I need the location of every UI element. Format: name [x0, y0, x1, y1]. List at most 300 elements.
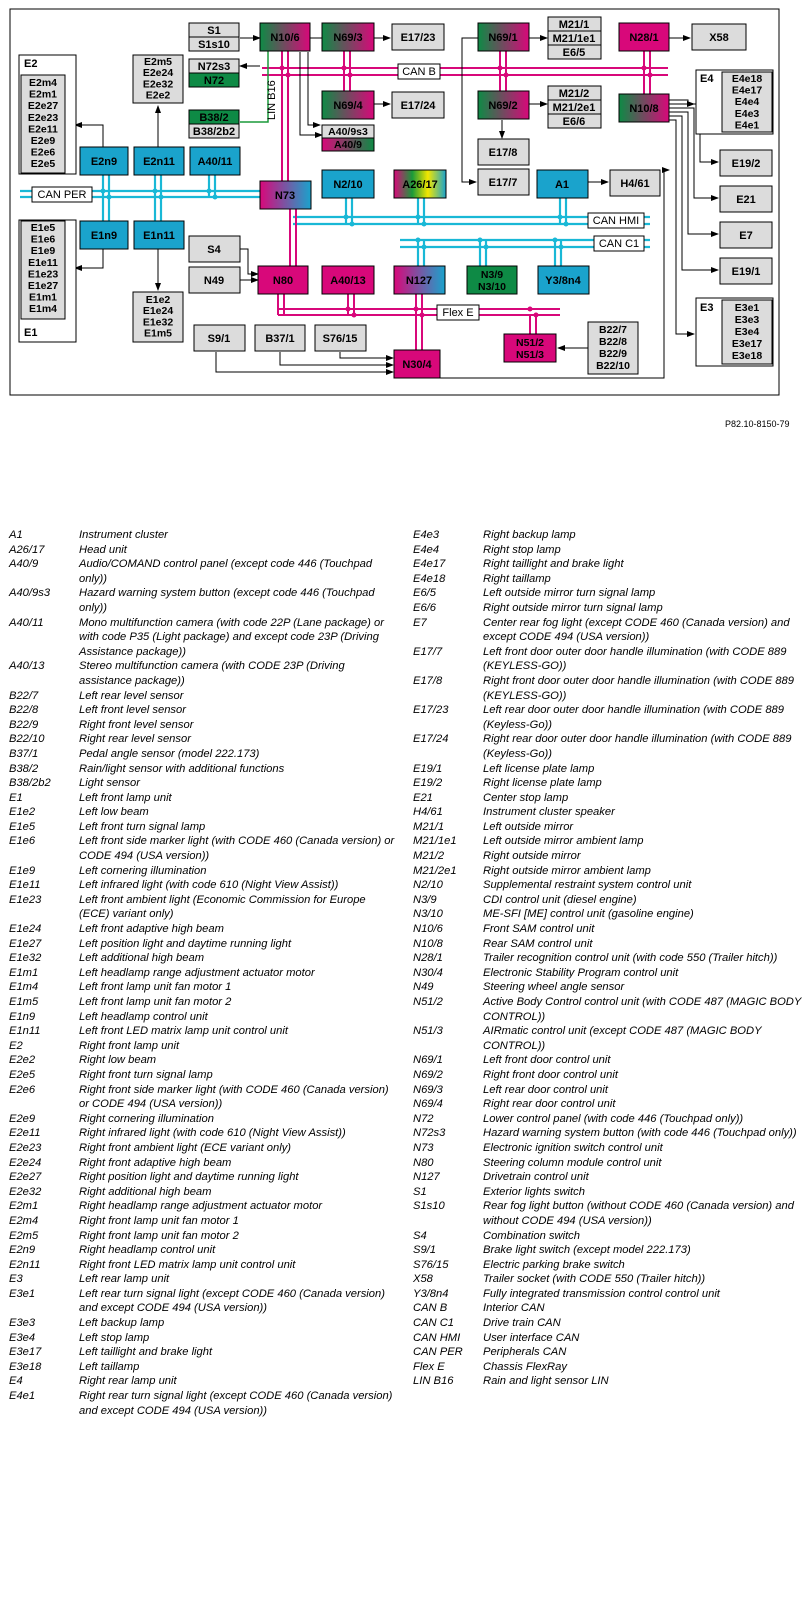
legend-row: [9, 703, 404, 718]
legend-code: E21: [413, 791, 433, 804]
svg-text:N3/10: N3/10: [477, 281, 507, 293]
legend-description: Right additional high beam: [79, 1185, 212, 1198]
legend-description: ME-SFI [ME] control unit (gasoline engine): [483, 908, 694, 921]
legend-description: Trailer socket (with CODE 550 (Trailer hitch)): [483, 1273, 706, 1286]
n72-box: [189, 59, 239, 87]
legend-description: Left front door outer door handle illumination (with CODE 889 (KEYLESS-GO)): [483, 645, 787, 673]
n30-4-box: [394, 350, 440, 378]
legend-code: A1: [9, 529, 23, 541]
legend-row: [413, 1126, 808, 1141]
legend-code: N80: [413, 1156, 434, 1169]
legend-description: Right outside mirror ambient lamp: [483, 864, 651, 877]
legend-row: [413, 543, 808, 558]
e2-item: E2m4: [28, 77, 58, 89]
legend-code: CAN HMI: [413, 1331, 461, 1344]
legend-row: [413, 1156, 808, 1171]
svg-text:N51/2: N51/2: [515, 337, 545, 349]
legend-code: E2m1: [9, 1200, 39, 1213]
svg-text:N30/4: N30/4: [402, 359, 432, 371]
svg-text:E17/7: E17/7: [488, 177, 518, 189]
legend-code: E4e3: [413, 529, 440, 541]
svg-text:B38/2: B38/2: [199, 112, 229, 124]
legend-code: E19/1: [413, 762, 443, 775]
e4-item: E4e18: [731, 73, 763, 85]
svg-text:N3/9: N3/9: [480, 269, 504, 281]
legend-description: Right front turn signal lamp: [79, 1068, 213, 1081]
svg-text:Y3/8n4: Y3/8n4: [545, 275, 581, 287]
legend-row: [9, 1287, 404, 1316]
n2-10-box: [322, 170, 374, 198]
legend-row: [413, 1316, 808, 1331]
legend-row: [413, 1083, 808, 1098]
legend-code: B22/9: [9, 718, 39, 731]
svg-text:H4/61: H4/61: [620, 178, 650, 190]
legend-row: [413, 1374, 808, 1389]
e1-bottom-item: E1e2: [145, 294, 171, 306]
legend-code: N51/2: [413, 996, 443, 1008]
legend-description: Hazard warning system button (except code 446 (Touchpad only)): [79, 587, 375, 614]
legend-description: Trailer recognition control unit (with code 550 (Trailer hitch)): [483, 952, 778, 965]
e2-item: E2e23: [27, 111, 59, 124]
svg-text:N72: N72: [203, 75, 225, 87]
legend-code: N127: [413, 1171, 440, 1184]
s1-box: [189, 23, 239, 51]
svg-text:B38/2b2: B38/2b2: [192, 126, 236, 138]
svg-text:A40/9s3: A40/9s3: [328, 126, 368, 138]
n49-box: [189, 267, 240, 293]
legend-row: [413, 528, 808, 543]
legend-description: Left taillamp: [79, 1360, 140, 1373]
legend-description: Brake light switch (except model 222.173): [483, 1244, 691, 1257]
legend-description: Left license plate lamp: [483, 762, 595, 775]
legend-row: [413, 1287, 808, 1302]
legend-description: Left outside mirror turn signal lamp: [483, 587, 656, 600]
a40-13-box: [322, 266, 374, 294]
legend-row: [9, 834, 404, 863]
legend-description: Electronic Stability Program control unit: [483, 966, 679, 979]
svg-text:A40/13: A40/13: [330, 275, 366, 287]
legend-code: E3: [9, 1273, 23, 1286]
legend-code: A26/17: [9, 543, 45, 556]
legend-code: N51/3: [413, 1025, 443, 1038]
m21-2-box: [548, 86, 601, 128]
legend-description: Right front LED matrix lamp unit control unit: [79, 1258, 296, 1271]
legend-row: [413, 893, 808, 908]
legend-code: E1e9: [9, 864, 36, 877]
legend-description: Audio/COMAND control panel (except code 446 (Touchpad only)): [79, 558, 373, 585]
legend-code: N73: [413, 1141, 434, 1154]
svg-text:E2: E2: [24, 58, 38, 70]
svg-text:M21/1e1: M21/1e1: [552, 33, 596, 45]
b22-item: B22/10: [596, 360, 630, 372]
e1-item: E1e27: [27, 280, 59, 292]
legend-code: E6/5: [413, 587, 437, 600]
legend-row: [9, 878, 404, 893]
legend-description: Right rear turn signal light (except CODE 460 (Canada version) and except CODE 494 (USA version)): [79, 1390, 393, 1417]
b38-box: [189, 110, 239, 138]
legend-description: Light sensor: [79, 777, 140, 790]
legend-row: [9, 951, 404, 966]
legend-row: [413, 951, 808, 966]
legend-code: Flex E: [413, 1360, 445, 1373]
legend-code: A40/13: [9, 660, 45, 673]
legend-code: S1s10: [413, 1200, 445, 1213]
legend-description: Steering column module control unit: [483, 1156, 662, 1169]
svg-text:E17/24: E17/24: [400, 100, 436, 112]
legend-description: Left infrared light (with code 610 (Night View Assist)): [79, 879, 339, 892]
svg-text:E2n11: E2n11: [143, 156, 175, 168]
legend-code: E3e3: [9, 1317, 36, 1330]
b22-item: B22/7: [598, 324, 628, 336]
e1-item: E1m4: [28, 303, 58, 316]
legend-row: [9, 1053, 404, 1068]
legend-code: S4: [413, 1229, 427, 1242]
legend-row: [9, 864, 404, 879]
n69-4-box: [322, 91, 374, 119]
legend-code: N72s3: [413, 1127, 446, 1140]
legend-code: S1: [413, 1185, 427, 1198]
legend-code: E2e9: [9, 1112, 36, 1125]
b22-items: [596, 324, 630, 372]
legend-description: Left headlamp range adjustment actuator motor: [79, 966, 315, 979]
n69-3-box: [322, 23, 374, 51]
legend-code: N28/1: [413, 952, 443, 965]
e4-item: E4e3: [734, 107, 760, 120]
legend-row: [9, 1170, 404, 1185]
legend-row: [413, 1301, 808, 1316]
legend-row: [9, 528, 404, 543]
legend-code: E2e32: [9, 1185, 42, 1198]
legend-code: E17/24: [413, 733, 449, 746]
legend-code: N49: [413, 981, 434, 994]
legend-code: E1e5: [9, 820, 36, 833]
legend-description: Instrument cluster speaker: [483, 806, 615, 819]
legend-description: Left front side marker light (with CODE 460 (Canada version) or CODE 494 (USA version)): [79, 835, 395, 863]
e1-item: E1e9: [30, 245, 56, 258]
legend-description: Right front adaptive high beam: [79, 1156, 232, 1169]
legend-description: Right backup lamp: [483, 529, 576, 541]
legend-row: [413, 557, 808, 572]
legend-description: Right taillamp: [483, 572, 551, 585]
legend-description: Right rear door outer door handle illumination (with CODE 889 (Keyless-Go)): [483, 733, 792, 760]
legend-description: Right front door outer door handle illumination (with CODE 889 (KEYLESS-GO)): [483, 674, 794, 702]
legend-row: [413, 834, 808, 849]
legend-code: E2e11: [9, 1127, 41, 1140]
legend-code: B37/1: [9, 747, 39, 760]
svg-text:E17/23: E17/23: [400, 32, 436, 44]
legend-row: [9, 1083, 404, 1112]
legend-description: Drive train CAN: [483, 1317, 561, 1330]
flex-e-label: Flex E: [442, 307, 474, 319]
svg-text:N72s3: N72s3: [197, 61, 231, 73]
legend-row: [9, 893, 404, 922]
legend-row: [9, 1331, 404, 1346]
svg-text:E1n9: E1n9: [90, 230, 118, 242]
legend-description: Left rear turn signal light (except CODE 460 (Canada version) and except CODE 494 (USA version)): [79, 1287, 385, 1315]
legend-description: Left additional high beam: [79, 952, 205, 965]
legend-row: [9, 937, 404, 952]
svg-text:S9/1: S9/1: [207, 333, 231, 345]
e3-group: [696, 298, 773, 366]
legend-row: [9, 1374, 404, 1389]
legend-code: S9/1: [413, 1244, 437, 1257]
e1-item: E1m1: [28, 291, 58, 304]
legend-code: S76/15: [413, 1258, 449, 1271]
legend-code: E3e4: [9, 1331, 36, 1344]
a26-17-box: [394, 170, 446, 198]
e2-item: E2e11: [28, 123, 58, 136]
legend-code: E2e6: [9, 1083, 36, 1096]
legend-row: [9, 805, 404, 820]
legend-code: Y3/8n4: [413, 1287, 449, 1300]
legend-description: Left rear lamp unit: [79, 1273, 170, 1286]
legend-code: E2n11: [9, 1258, 41, 1271]
legend-code: E2e2: [9, 1054, 36, 1067]
legend-description: Right front lamp unit: [79, 1039, 180, 1052]
legend-description: Left backup lamp: [79, 1317, 165, 1330]
legend-row: [9, 616, 404, 660]
legend-row: [9, 1141, 404, 1156]
h4-61-box: [610, 170, 660, 196]
legend-row: [413, 995, 808, 1024]
legend-code: CAN PER: [413, 1346, 463, 1359]
legend-row: [9, 1345, 404, 1360]
legend-code: N30/4: [413, 966, 443, 979]
e1n11-box: [134, 221, 184, 249]
legend-description: Steering wheel angle sensor: [483, 981, 625, 994]
e1-bottom-items: [143, 294, 174, 340]
legend-code: E2e24: [9, 1156, 42, 1169]
legend-description: Drivetrain control unit: [483, 1171, 589, 1184]
legend-description: Electric parking brake switch: [483, 1258, 625, 1271]
legend-row: [9, 1199, 404, 1214]
s76-15-box: [315, 325, 366, 351]
legend-description: Right headlamp control unit: [79, 1244, 216, 1257]
legend-code: N69/2: [413, 1068, 443, 1081]
legend-row: [9, 995, 404, 1010]
e4-item: E4e17: [731, 84, 763, 97]
legend-code: E4e4: [413, 543, 440, 556]
legend-description: Right rear level sensor: [79, 733, 191, 746]
svg-text:S1: S1: [207, 25, 221, 37]
legend-description: Left rear level sensor: [79, 689, 184, 702]
e17-7-box: [478, 169, 529, 195]
e17-8-box: [478, 139, 529, 165]
legend-code: E2e27: [9, 1171, 42, 1184]
m21-1-box: [548, 17, 601, 59]
legend-code: CAN C1: [413, 1317, 455, 1330]
e3-item: E3e3: [734, 314, 760, 326]
b22-item: B22/9: [598, 348, 628, 360]
e3-item: E3e17: [731, 338, 763, 350]
legend-code: E17/7: [413, 645, 443, 658]
legend-row: [9, 1229, 404, 1244]
legend-row: [413, 762, 808, 777]
e17-24-box: [392, 92, 444, 118]
legend-row: [9, 1156, 404, 1171]
legend-row: [9, 791, 404, 806]
a40-9-box: [322, 125, 374, 151]
legend-code: E3e18: [9, 1360, 42, 1373]
svg-text:E3: E3: [700, 302, 714, 314]
legend-description: CDI control unit (diesel engine): [483, 893, 637, 906]
legend-code: E1e24: [9, 923, 42, 936]
e4-item: E4e1: [734, 119, 760, 132]
e7-box: [720, 222, 772, 248]
legend-row: [413, 601, 808, 616]
legend-row: [9, 1243, 404, 1258]
legend-row: [9, 1389, 404, 1418]
n69-1-box: [478, 23, 529, 51]
legend-description: Left rear door control unit: [483, 1083, 608, 1096]
legend-row: [413, 1229, 808, 1244]
legend-code: E2m4: [9, 1214, 39, 1227]
e4-items: [732, 73, 763, 131]
e19-2-box: [720, 150, 772, 176]
legend-row: [9, 557, 404, 586]
legend-description: AIRmatic control unit (except CODE 487 (MAGIC BODY CONTROL)): [483, 1025, 762, 1052]
legend-row: [413, 966, 808, 981]
can-per-label: CAN PER: [37, 189, 87, 201]
legend-description: Rear fog light button (without CODE 460 (Canada version) and without CODE 494 (USA version)): [483, 1200, 794, 1227]
legend-code: N10/6: [413, 923, 443, 936]
e3-item: E3e4: [734, 326, 760, 338]
legend-row: [413, 937, 808, 952]
legend-description: Left front ambient light (Economic Commission for Europe (ECE) variant only): [79, 893, 366, 921]
svg-text:S4: S4: [207, 244, 221, 256]
legend-description: Right front door control unit: [483, 1068, 618, 1081]
legend-code: E19/2: [413, 777, 443, 790]
legend-code: E1e6: [9, 835, 36, 848]
legend-description: Hazard warning system button (with code 446 (Touchpad only)): [483, 1127, 797, 1140]
svg-text:E19/1: E19/1: [731, 266, 761, 278]
legend-description: Left rear door outer door handle illumination (with CODE 889 (Keyless-Go)): [483, 704, 784, 731]
e1-items: [28, 222, 59, 315]
x58-box: [692, 24, 746, 50]
legend-row: [413, 1141, 808, 1156]
legend-description: User interface CAN: [483, 1331, 580, 1344]
legend-row: [413, 922, 808, 937]
legend-row: [413, 645, 808, 674]
e1-group: [19, 220, 76, 342]
e1-item: E1e11: [28, 256, 58, 269]
svg-text:N69/1: N69/1: [488, 32, 518, 44]
legend-description: Right outside mirror: [483, 850, 581, 863]
legend-description: Exterior lights switch: [483, 1185, 585, 1198]
legend-code: B38/2: [9, 762, 39, 775]
legend-row: [9, 732, 404, 747]
legend-code: N69/4: [413, 1098, 443, 1111]
b37-1-box: [255, 325, 305, 351]
e2-item: E2e27: [27, 100, 59, 113]
can-hmi-label: CAN HMI: [592, 215, 640, 227]
e2-top-item: E2m5: [143, 56, 173, 68]
svg-text:N51/3: N51/3: [515, 349, 545, 361]
legend-code: M21/2: [413, 850, 445, 863]
e17-23-box: [392, 24, 444, 50]
e3-item: E3e1: [734, 302, 760, 314]
legend-row: [413, 878, 808, 893]
legend-code: A40/9s3: [9, 587, 51, 600]
n51-box: [504, 334, 556, 362]
n10-6-box: [260, 23, 310, 51]
e2-top-group: [133, 55, 183, 103]
legend-row: [413, 1272, 808, 1287]
legend-description: Right license plate lamp: [483, 777, 602, 790]
n69-2-box: [478, 91, 529, 119]
n3-box: [467, 266, 517, 294]
legend-description: Center stop lamp: [483, 791, 569, 804]
e2-item: E2e9: [30, 135, 56, 147]
legend-code: E3e1: [9, 1287, 36, 1300]
legend-description: Right headlamp range adjustment actuator motor: [79, 1200, 323, 1213]
legend-row: [413, 849, 808, 864]
legend-description: Right cornering illumination: [79, 1112, 214, 1125]
legend-code: A40/11: [9, 616, 44, 629]
legend-code: E4e17: [413, 558, 446, 571]
legend-description: Interior CAN: [483, 1302, 545, 1315]
wiring-diagram: [0, 0, 811, 430]
n28-1-box: [619, 23, 669, 51]
svg-text:A26/17: A26/17: [402, 179, 438, 191]
e19-1-box: [720, 258, 772, 284]
legend-row: [413, 1053, 808, 1068]
s9-1-box: [194, 325, 245, 351]
svg-text:N127: N127: [405, 275, 433, 287]
legend-code: M21/1: [413, 820, 445, 833]
legend-description: Left front adaptive high beam: [79, 923, 224, 936]
legend-code: N3/9: [413, 893, 437, 906]
svg-text:A40/11: A40/11: [197, 156, 233, 168]
legend-row: [413, 1097, 808, 1112]
svg-text:E7: E7: [739, 230, 753, 242]
legend-code: LIN B16: [413, 1375, 454, 1388]
svg-text:M21/2e1: M21/2e1: [552, 102, 596, 114]
legend-row: [413, 1170, 808, 1185]
legend-description: Right front level sensor: [79, 718, 194, 731]
legend-description: Mono multifunction camera (with code 22P (Lane package) or with code P35 (Light package) and except code 23P (Driving Assistance package)): [79, 616, 384, 658]
legend-description: Left front lamp unit fan motor 2: [79, 996, 232, 1008]
legend-row: [9, 922, 404, 937]
legend-description: Active Body Control control unit (with CODE 487 (MAGIC BODY CONTROL)): [483, 996, 802, 1023]
legend-code: M21/2e1: [413, 864, 457, 877]
legend-row: [9, 820, 404, 835]
legend-row: [9, 966, 404, 981]
legend-code: E1e27: [9, 937, 42, 950]
legend-row: [413, 907, 808, 922]
legend-row: [413, 791, 808, 806]
legend-row: [9, 762, 404, 777]
legend-row: [9, 980, 404, 995]
legend-description: Right front side marker light (with CODE 460 (Canada version) or CODE 494 (USA version)): [79, 1083, 389, 1111]
legend-row: [9, 747, 404, 762]
svg-text:E4: E4: [700, 73, 714, 85]
legend-description: Left stop lamp: [79, 1331, 150, 1344]
legend-code: E2: [9, 1039, 23, 1052]
e2-group: [19, 55, 76, 174]
svg-text:N10/6: N10/6: [270, 32, 300, 44]
legend-row: [9, 718, 404, 733]
legend-row: [413, 1112, 808, 1127]
legend-description: Lower control panel (with code 446 (Touchpad only)): [483, 1112, 744, 1125]
legend-row: [9, 1126, 404, 1141]
svg-text:N73: N73: [274, 190, 296, 202]
svg-text:E1n11: E1n11: [143, 230, 175, 242]
legend-description: Right front lamp unit fan motor 2: [79, 1229, 239, 1242]
legend-code: E7: [413, 616, 427, 629]
legend-row: [413, 732, 808, 761]
legend-row: [9, 1010, 404, 1025]
